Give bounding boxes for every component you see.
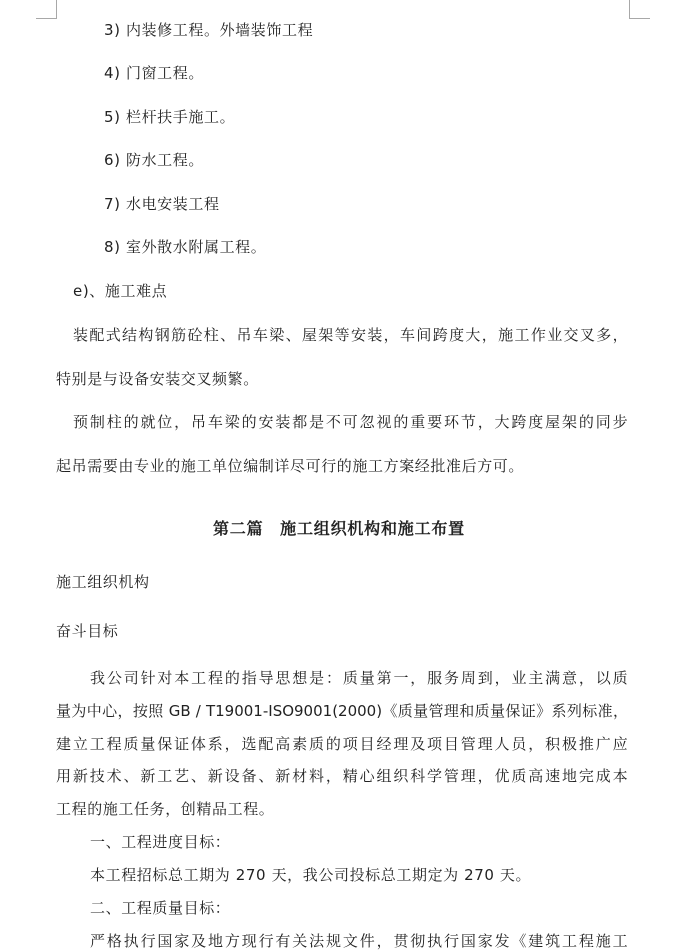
- quality-heading: 二、工程质量目标：: [90, 899, 231, 917]
- org-heading: 施工组织机构: [56, 573, 150, 591]
- goal-heading: 奋斗目标: [56, 622, 119, 640]
- paragraph-line: 用新技术、新工艺、新设备、新材料，精心组织科学管理，优质高速地完成本: [56, 767, 628, 785]
- list-item: 3) 内装修工程。外墙装饰工程: [104, 21, 314, 39]
- crop-mark-top-right: [629, 0, 650, 19]
- quality-text: 严格执行国家及地方现行有关法规文件，贯彻执行国家发《建筑工程施工: [90, 932, 628, 950]
- list-item: 8) 室外散水附属工程。: [104, 238, 267, 256]
- paragraph-line: 预制柱的就位，吊车梁的安装都是不可忽视的重要环节，大跨度屋架的同步: [73, 413, 628, 431]
- list-item: 6) 防水工程。: [104, 151, 204, 169]
- crop-mark-top-left: [36, 0, 57, 19]
- paragraph-line: 我公司针对本工程的指导思想是：质量第一，服务周到，业主满意，以质: [90, 669, 628, 687]
- part-title: 第二篇 施工组织机构和施工布置: [212, 519, 465, 538]
- section-e-heading: e)、施工难点: [73, 282, 168, 300]
- list-item: 5) 栏杆扶手施工。: [104, 108, 236, 126]
- list-item: 4) 门窗工程。: [104, 64, 204, 82]
- paragraph-line: 工程的施工任务，创精品工程。: [56, 800, 275, 818]
- paragraph-line: 特别是与设备安装交叉频繁。: [56, 370, 259, 388]
- paragraph-line: 装配式结构钢筋砼柱、吊车梁、屋架等安装，车间跨度大，施工作业交叉多，: [73, 326, 628, 344]
- paragraph-line: 起吊需要由专业的施工单位编制详尽可行的施工方案经批准后方可。: [56, 457, 525, 475]
- schedule-heading: 一、工程进度目标：: [90, 833, 231, 851]
- schedule-text: 本工程招标总工期为 270 天，我公司投标总工期定为 270 天。: [90, 866, 532, 884]
- paragraph-line: 量为中心，按照 GB / T19001-ISO9001(2000)《质量管理和质量保证》系列标准，: [56, 702, 628, 720]
- paragraph-line: 建立工程质量保证体系，选配高素质的项目经理及项目管理人员，积极推广应: [56, 735, 628, 753]
- list-item: 7) 水电安装工程: [104, 195, 220, 213]
